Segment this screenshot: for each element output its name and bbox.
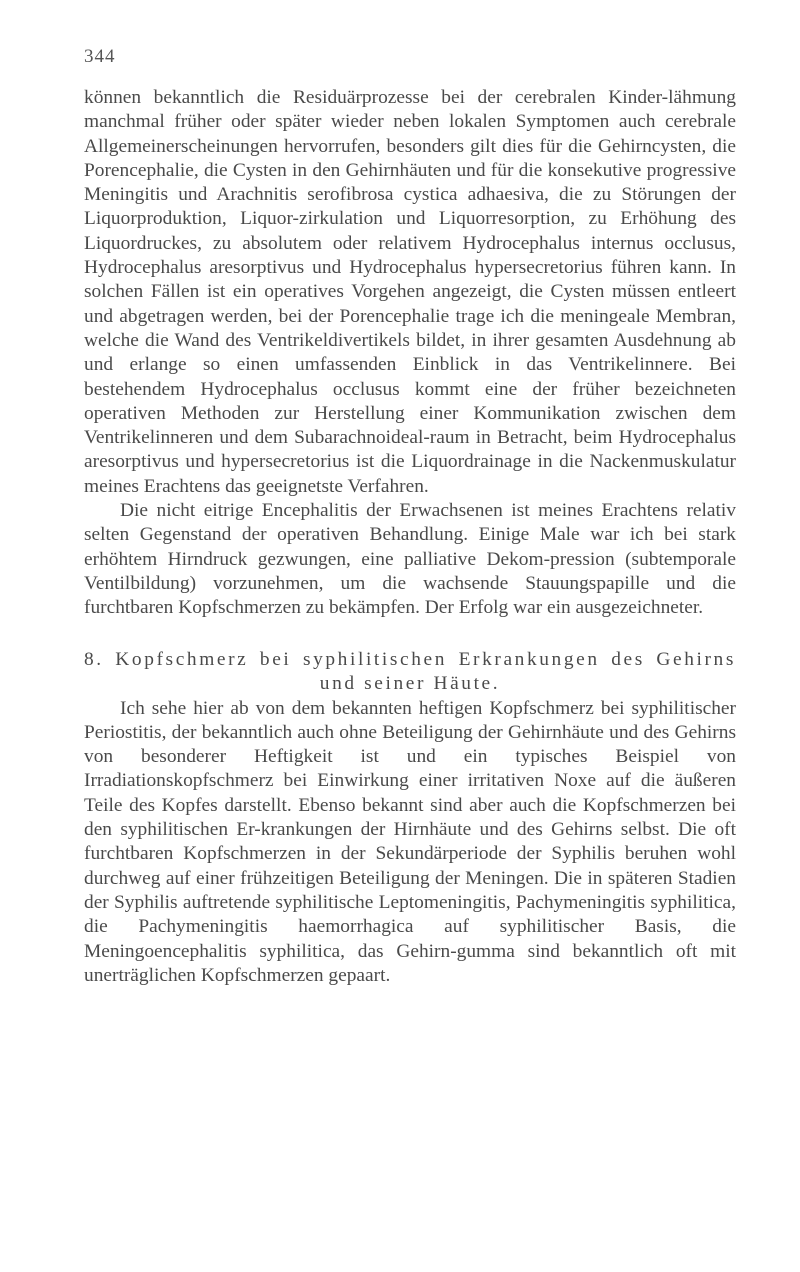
paragraph-encephalitis: Die nicht eitrige Encephalitis der Erwachsenen ist meines Erachtens relativ selten Gegenstand der operativen Behandlung. Einige Male war ich bei stark erhöhtem Hirndruck gezwungen, eine palliative Dekom-pression (subtemporale Ventilbildung) vorzunehmen, um die wachsende Stauungspapille und die furchtbaren Kopfschmerzen zu bekämpfen. Der Erfolg war ein ausgezeichneter. xyxy=(84,500,736,619)
body-text xyxy=(84,86,736,988)
paragraph-residual-processes: können bekanntlich die Residuärprozesse bei der cerebralen Kinder-lähmung manchmal früher oder später wieder neben lokalen Symptomen auch cerebrale Allgemeinerscheinungen hervorrufen, besonders gilt dies für die Gehirncysten, die Porencephalie, die Cysten in den Gehirnhäuten und für die konsekutive progressive Meningitis und Arachnitis serofibrosa cystica adhaesiva, die zu Störungen der Liquorproduktion, Liquor-zirkulation und Liquorresorption, zu Erhöhung des Liquordruckes, zu absolutem oder relativem Hydrocephalus internus occlusus, Hydrocephalus aresorptivus und Hydrocephalus hypersecretorius führen kann. In solchen Fällen ist ein operatives Vorgehen angezeigt, die Cysten müssen entleert und abgetragen werden, bei der Porencephalie trage ich die meningeale Membran, welche die Wand des Ventrikeldivertikels bildet, in ihrer gesamten Ausdehnung ab und erlange so einen umfassenden Einblick in das Ventrikelinnere. Bei bestehendem Hydrocephalus occlusus kommt eine der früher bezeichneten operativen Methoden zur Herstellung einer Kommunikation zwischen dem Ventrikelinneren und dem Subarachnoideal-raum in Betracht, beim Hydrocephalus aresorptivus und hypersecretorius ist die Liquordrainage in die Nackenmuskulatur meines Erachtens das geeignetste Verfahren. xyxy=(84,87,736,497)
section-heading-line1: 8. Kopfschmerz bei syphilitischen Erkrankungen des Gehirns xyxy=(84,648,736,670)
page-number: 344 xyxy=(84,46,116,67)
section-heading xyxy=(84,648,736,696)
paragraph-syphilis: Ich sehe hier ab von dem bekannten heftigen Kopfschmerz bei syphilitischer Periostitis, der bekanntlich auch ohne Beteiligung der Gehirnhäute und des Gehirns von besonderer Heftigkeit ist und ein typisches Beispiel von Irradiationskopfschmerz bei Einwirkung einer irritativen Noxe auf die äußeren Teile des Kopfes darstellt. Ebenso bekannt sind aber auch die Kopfschmerzen bei den syphilitischen Er-krankungen der Hirnhäute und des Gehirns selbst. Die oft furchtbaren Kopfschmerzen in der Sekundärperiode der Syphilis beruhen wohl durchweg auf einer frühzeitigen Beteiligung der Meningen. Die in späteren Stadien der Syphilis auftretende syphilitische Leptomeningitis, Pachymeningitis syphilitica, die Pachymeningitis haemorrhagica auf syphilitischer Basis, die Meningoencephalitis syphilitica, das Gehirn-gumma sind bekanntlich oft mit unerträglichen Kopfschmerzen gepaart. xyxy=(84,697,736,986)
section-heading-line2: und seiner Häute. xyxy=(319,672,501,694)
